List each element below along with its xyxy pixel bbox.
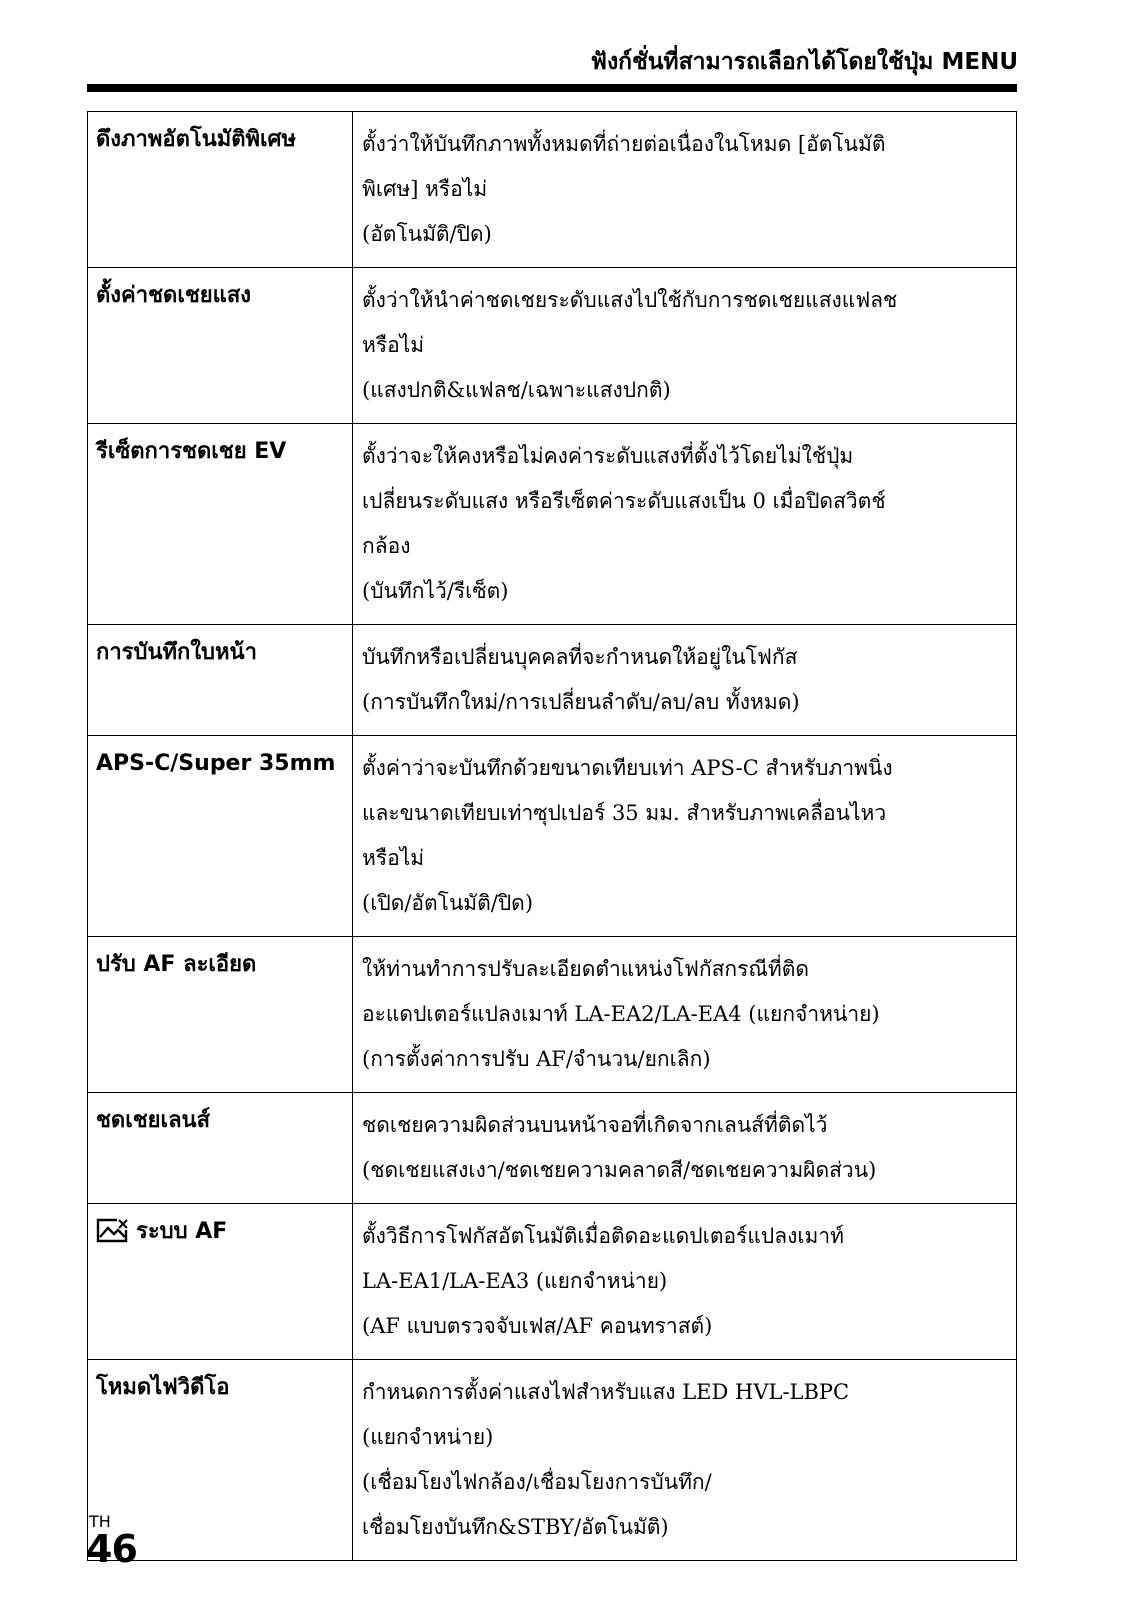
setting-name: ระบบ AF: [136, 1219, 228, 1244]
setting-name-cell: [88, 1204, 353, 1360]
setting-name-cell: [88, 937, 353, 1093]
description-line: ชดเชยความผิดส่วนบนหน้าจอที่เกิดจากเลนส์ที่ติดไว้: [362, 1113, 828, 1137]
table-row: [88, 1093, 1017, 1204]
setting-name-cell: [88, 736, 353, 937]
description-line: ตั้งค่าว่าจะบันทึกด้วยขนาดเทียบเท่า APS-C สำหรับภาพนิ่ง: [362, 756, 893, 780]
setting-description-cell: [353, 1360, 1017, 1561]
setting-name: ตั้งค่าชดเชยแสง: [96, 283, 252, 308]
description-line: LA-EA1/LA-EA3 (แยกจำหน่าย): [362, 1269, 668, 1293]
table-row: [88, 937, 1017, 1093]
still-image-icon: [96, 1218, 128, 1244]
description-line: (การตั้งค่าการปรับ AF/จำนวน/ยกเลิก): [362, 1047, 711, 1071]
description-line: หรือไม่: [362, 846, 425, 870]
setting-description-cell: [353, 112, 1017, 268]
setting-description-cell: [353, 1093, 1017, 1204]
page-number: 46: [86, 1527, 137, 1571]
description-line: ตั้งวิธีการโฟกัสอัตโนมัติเมื่อติดอะแดปเตอร์แปลงเมาท์: [362, 1224, 844, 1248]
setting-name: การบันทึกใบหน้า: [96, 640, 257, 665]
setting-name: ปรับ AF ละเอียด: [96, 952, 257, 977]
setting-description-cell: [353, 424, 1017, 625]
table-row: [88, 1360, 1017, 1561]
description-line: ให้ท่านทำการปรับละเอียดตำแหน่งโฟกัสกรณีที่ติด: [362, 957, 810, 981]
description-line: กำหนดการตั้งค่าแสงไฟสำหรับแสง LED HVL-LBPC: [362, 1380, 850, 1404]
setting-name-cell: [88, 112, 353, 268]
description-line: ตั้งว่าให้บันทึกภาพทั้งหมดที่ถ่ายต่อเนื่องในโหมด [อัตโนมัติ: [362, 132, 886, 156]
description-line: พิเศษ] หรือไม่: [362, 177, 488, 201]
description-line: และขนาดเทียบเท่าซุปเปอร์ 35 มม. สำหรับภาพเคลื่อนไหว: [362, 801, 887, 825]
table-row: [88, 625, 1017, 736]
description-line: กล้อง: [362, 534, 411, 558]
setting-name-cell: [88, 268, 353, 424]
description-line: (แสงปกติ&แฟลช/เฉพาะแสงปกติ): [362, 378, 671, 402]
description-line: เชื่อมโยงบันทึก&STBY/อัตโนมัติ): [362, 1515, 669, 1539]
setting-description-cell: [353, 937, 1017, 1093]
table-row: [88, 424, 1017, 625]
menu-function-table: [87, 111, 1017, 1561]
description-line: เปลี่ยนระดับแสง หรือรีเซ็ตค่าระดับแสงเป็น 0 เมื่อปิดสวิตช์: [362, 489, 886, 513]
description-line: (ชดเชยแสงเงา/ชดเชยความคลาดสี/ชดเชยความผิดส่วน): [362, 1158, 877, 1182]
setting-name: ดึงภาพอัตโนมัติพิเศษ: [96, 127, 297, 152]
description-line: ตั้งว่าจะให้คงหรือไม่คงค่าระดับแสงที่ตั้งไว้โดยไม่ใช้ปุ่ม: [362, 444, 854, 468]
description-line: (อัตโนมัติ/ปิด): [362, 222, 492, 246]
description-line: (เชื่อมโยงไฟกล้อง/เชื่อมโยงการบันทึก/: [362, 1470, 712, 1494]
description-line: (บันทึกไว้/รีเซ็ต): [362, 579, 509, 603]
description-line: (เปิด/อัตโนมัติ/ปิด): [362, 891, 534, 915]
table-row: [88, 112, 1017, 268]
setting-description-cell: [353, 736, 1017, 937]
table-row: [88, 736, 1017, 937]
setting-description-cell: [353, 625, 1017, 736]
setting-name-cell: [88, 1093, 353, 1204]
setting-name-cell: [88, 424, 353, 625]
setting-name: โหมดไฟวิดีโอ: [96, 1375, 230, 1400]
header-rule: [87, 84, 1017, 92]
setting-name: APS-C/Super 35mm: [96, 751, 336, 776]
setting-name: รีเซ็ตการชดเชย EV: [96, 439, 287, 464]
table-row: [88, 268, 1017, 424]
description-line: (AF แบบตรวจจับเฟส/AF คอนทราสต์): [362, 1314, 713, 1338]
table-row: [88, 1204, 1017, 1360]
setting-description-cell: [353, 268, 1017, 424]
description-line: บันทึกหรือเปลี่ยนบุคคลที่จะกำหนดให้อยู่ในโฟกัส: [362, 645, 798, 669]
description-line: (แยกจำหน่าย): [362, 1425, 494, 1449]
page-header-title: ฟังก์ชั่นที่สามารถเลือกได้โดยใช้ปุ่ม MENU: [590, 49, 1018, 75]
description-line: ตั้งว่าให้นำค่าชดเชยระดับแสงไปใช้กับการชดเชยแสงแฟลช: [362, 288, 898, 312]
setting-description-cell: [353, 1204, 1017, 1360]
page-language-code: TH: [89, 1512, 111, 1531]
description-line: หรือไม่: [362, 333, 425, 357]
setting-name-cell: [88, 625, 353, 736]
setting-name: ชดเชยเลนส์: [96, 1108, 211, 1133]
description-line: (การบันทึกใหม่/การเปลี่ยนลำดับ/ลบ/ลบ ทั้งหมด): [362, 690, 800, 714]
description-line: อะแดปเตอร์แปลงเมาท์ LA-EA2/LA-EA4 (แยกจำหน่าย): [362, 1002, 880, 1026]
